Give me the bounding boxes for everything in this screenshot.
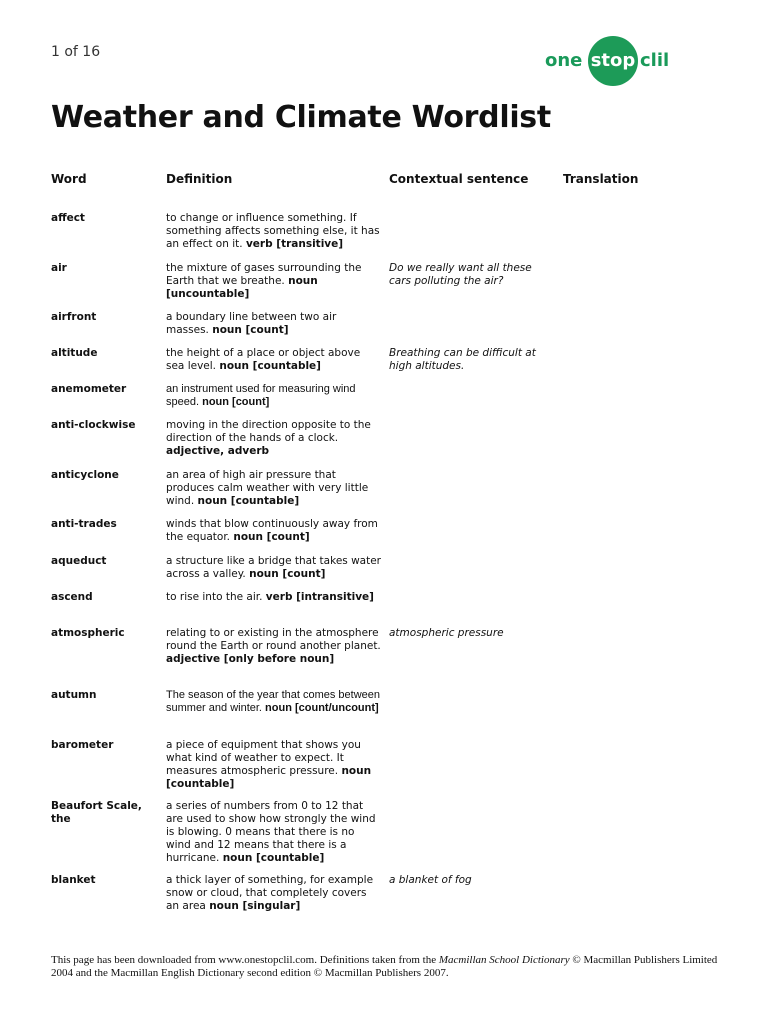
entry-definition: the mixture of gases surrounding the Earth that we breathe. noun [uncountable] — [166, 262, 362, 300]
page-title: Weather and Climate Wordlist — [51, 100, 551, 135]
entry-definition: a thick layer of something, for example snow or cloud, that completely covers an area noun [singular] — [166, 874, 374, 912]
entry-word: air — [51, 262, 67, 274]
logo-text-one: one — [545, 50, 583, 71]
entry-word: anticyclone — [51, 469, 119, 481]
entry-definition: relating to or existing in the atmosphere round the Earth or round another planet. adjective [only before noun] — [166, 627, 381, 665]
entry-definition: to rise into the air. verb [intransitive] — [166, 591, 374, 603]
entry-context: Do we really want all these cars polluting the air? — [389, 262, 532, 287]
entry-definition: a piece of equipment that shows you what kind of weather to expect. It measures atmospheric pressure. noun [countable] — [166, 739, 372, 790]
entry-definition: The season of the year that comes between summer and winter. noun [count/uncount] — [166, 689, 381, 714]
entry-word: barometer — [51, 739, 114, 751]
entry-grammar: noun [countable] — [166, 765, 372, 790]
entry-context: Breathing can be difficult at high altitudes. — [389, 347, 536, 372]
copyright-footer: This page has been downloaded from www.onestopclil.com. Definitions taken from the Macmillan School Dictionary © Macmillan Publishers Limited 2004 and the Macmillan English Dictionary second edition © Macmillan Publishers 2007. — [51, 954, 718, 979]
entry-word: ascend — [51, 591, 93, 603]
entry-word: affect — [51, 212, 85, 224]
column-header-definition: Definition — [166, 172, 233, 186]
entry-context: atmospheric pressure — [389, 627, 504, 639]
entry-grammar: noun [countable] — [219, 360, 321, 372]
entry-word: autumn — [51, 689, 97, 701]
entry-definition: a structure like a bridge that takes water across a valley. noun [count] — [166, 555, 381, 580]
entry-grammar: noun [countable] — [197, 495, 300, 507]
entry-grammar: adjective, adverb — [166, 445, 270, 457]
entry-definition: an area of high air pressure that produces calm weather with very little wind. noun [countable] — [166, 469, 369, 507]
logo-text-stop: stop — [590, 50, 636, 71]
entry-word: anti-clockwise — [51, 419, 136, 431]
entry-definition: the height of a place or object above sea level. noun [countable] — [166, 347, 361, 372]
entry-grammar: noun [uncountable] — [166, 275, 318, 300]
entry-word: aqueduct — [51, 555, 107, 567]
entry-grammar: verb [intransitive] — [265, 591, 374, 603]
entry-grammar: noun [count] — [249, 568, 326, 580]
entry-word: atmospheric — [51, 627, 125, 639]
onestopclil-logo — [544, 36, 674, 88]
entry-word: anti-trades — [51, 518, 117, 530]
entry-definition: to change or influence something. If something affects something else, it has an effect on it. verb [transitive] — [166, 212, 380, 250]
entry-grammar: noun [countable] — [222, 852, 325, 864]
entry-grammar: noun [count] — [202, 396, 270, 408]
entry-grammar: adjective [only before noun] — [166, 653, 335, 665]
entry-word: altitude — [51, 347, 98, 359]
entry-definition: moving in the direction opposite to the direction of the hands of a clock. adjective, adverb — [166, 419, 371, 457]
entry-definition: winds that blow continuously away from the equator. noun [count] — [166, 518, 378, 543]
entry-grammar: noun [singular] — [209, 900, 301, 912]
entry-word: blanket — [51, 874, 96, 886]
entry-definition: a boundary line between two air masses. noun [count] — [166, 311, 337, 336]
entry-context: a blanket of fog — [389, 874, 472, 886]
entry-grammar: noun [count] — [233, 531, 310, 543]
column-header-context: Contextual sentence — [389, 172, 529, 186]
column-header-word: Word — [51, 172, 87, 186]
entry-definition: a series of numbers from 0 to 12 that are used to show how strongly the wind is blowing. 0 means that there is no wind and 12 means that there is a hurricane. noun [countable] — [166, 800, 376, 864]
entry-grammar: noun [count/uncount] — [265, 702, 379, 714]
page-number: 1 of 16 — [51, 44, 101, 60]
entry-grammar: noun [count] — [212, 324, 289, 336]
entry-word: anemometer — [51, 383, 127, 395]
entry-definition: an instrument used for measuring wind speed. noun [count] — [166, 383, 356, 408]
column-header-translation: Translation — [563, 172, 639, 186]
logo-text-clil: clil — [640, 50, 670, 71]
entry-word: Beaufort Scale, the — [51, 800, 142, 825]
entry-word: airfront — [51, 311, 97, 323]
entry-grammar: verb [transitive] — [245, 238, 344, 250]
